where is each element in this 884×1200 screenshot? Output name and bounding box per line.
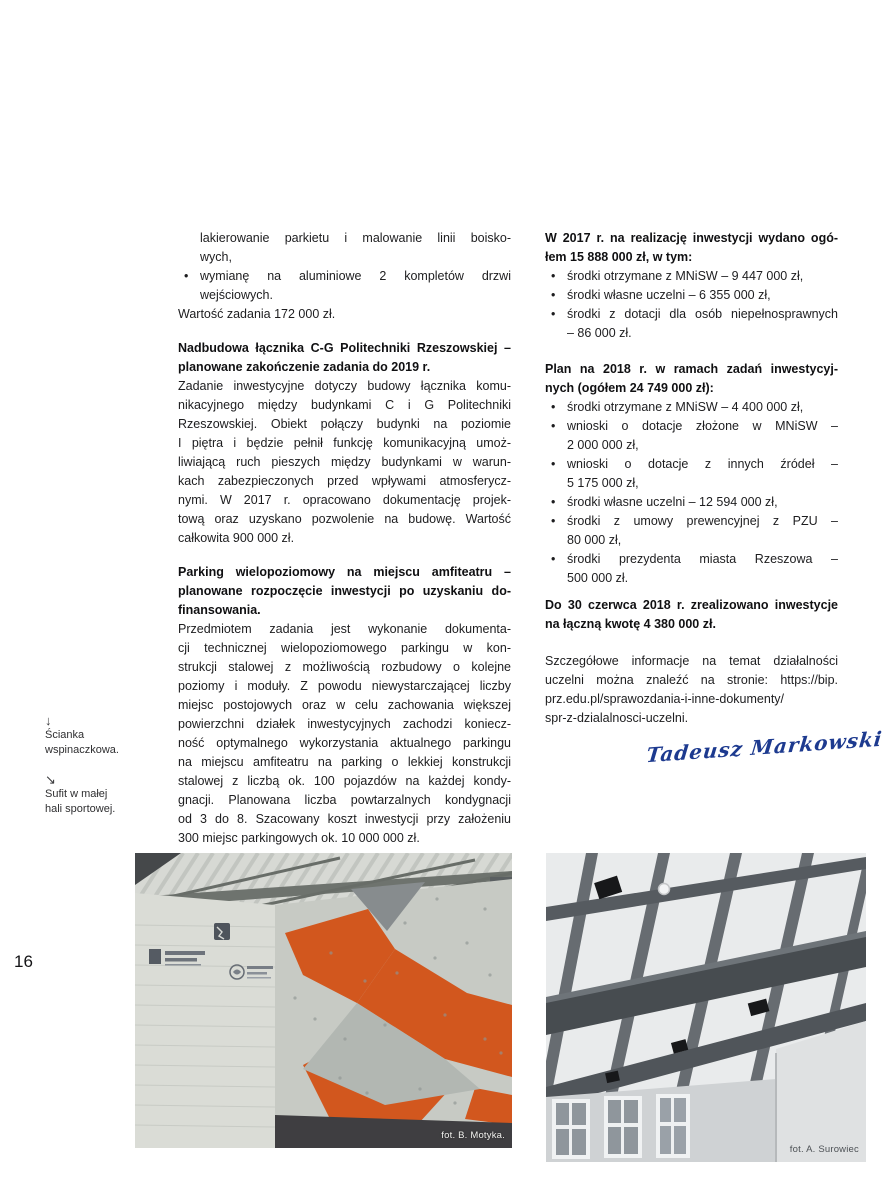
photo1-credit: fot. B. Motyka. bbox=[441, 1130, 505, 1141]
bullet-item-text: wnioski o dotacje złożone w MNiSW – 2 000 000 zł, bbox=[567, 419, 838, 452]
photo2-credit: fot. A. Surowiec bbox=[789, 1144, 859, 1155]
bullet-icon: • bbox=[551, 457, 556, 471]
bullet-item bbox=[178, 267, 511, 305]
photo-hall-ceiling bbox=[546, 853, 866, 1162]
bullet-icon: • bbox=[551, 552, 556, 566]
bullet-item-text: środki prezydenta miasta Rzeszowa – 500 000 zł. bbox=[567, 552, 838, 585]
bullet-item bbox=[545, 550, 838, 588]
bullet-item-text: wymianę na aluminiowe 2 kompletów drzwi wejściowych. bbox=[200, 269, 511, 302]
info-paragraph: Szczegółowe informacje na temat działalności uczelni można znaleźć na stronie: https://bip. prz.edu.pl/sprawozdania-i-inne-dokumenty/ spr-z-dzialalnosci-uczelni. bbox=[545, 654, 838, 725]
task-value-note: Wartość zadania 172 000 zł. bbox=[178, 307, 336, 321]
heading-2017-spending: W 2017 r. na realizację inwestycji wydano ogó- łem 15 888 000 zł, w tym: bbox=[545, 231, 838, 264]
page-number: 16 bbox=[14, 952, 33, 971]
heading-summary-june-2018: Do 30 czerwca 2018 r. zrealizowano inwestycje na łączną kwotę 4 380 000 zł. bbox=[545, 598, 838, 631]
arrow-down-icon: ↓ bbox=[45, 713, 52, 728]
right-text-column bbox=[545, 229, 838, 728]
bullet-item bbox=[545, 493, 838, 512]
bullet-icon: • bbox=[551, 307, 556, 321]
left-wall bbox=[135, 893, 275, 1148]
politechnika-emblem bbox=[214, 923, 230, 940]
rector-signature bbox=[643, 726, 884, 791]
arrow-down-right-icon: ↘ bbox=[45, 772, 56, 787]
bullet-item-text: środki własne uczelni – 6 355 000 zł, bbox=[567, 288, 771, 302]
climbing-panels bbox=[275, 879, 512, 1148]
bullet-item-text: wnioski o dotacje z innych źródeł – 5 175 000 zł, bbox=[567, 457, 838, 490]
climbing-wall-illustration bbox=[135, 853, 512, 1148]
heading-2018-plan: Plan na 2018 r. w ramach zadań inwestycyj- nych (ogółem 24 749 000 zł): bbox=[545, 362, 838, 395]
bullet-item bbox=[545, 512, 838, 550]
bullet-icon: • bbox=[551, 269, 556, 283]
bullet-icon: • bbox=[551, 288, 556, 302]
list-continuation-item bbox=[178, 229, 511, 267]
ceiling-sensor bbox=[659, 884, 670, 895]
photo-margin-notes bbox=[45, 714, 157, 817]
bullet-icon: • bbox=[551, 514, 556, 528]
list-2018-plan bbox=[545, 398, 838, 588]
section-heading-parking: Parking wielopoziomowy na miejscu amfiteatru – planowane rozpoczęcie inwestycji po uzyskaniu do- finansowania. bbox=[178, 565, 511, 617]
bullet-item-text: środki własne uczelni – 12 594 000 zł, bbox=[567, 495, 778, 509]
bullet-item bbox=[545, 417, 838, 455]
bullet-icon: • bbox=[551, 400, 556, 414]
bullet-item-text: środki otrzymane z MNiSW – 4 400 000 zł, bbox=[567, 400, 804, 414]
section-body-parking: Przedmiotem zadania jest wykonanie dokumenta- cji technicznej wielopoziomowego parkingu w kon- strukcji stalowej z możliwością rozbudowy o kolejne poziomy i moduły. Z powodu niewystarczającej liczby miejsc postojowych oraz w celu zachowania większej powierzchni działek inwestycyjnych zachodzi koniecz- ność optymalnego wykorzystania aktualnego parkingu na miejscu amfiteatru na parking o lekkiej konstrukcji stalowej z liczbą ok. 100 pojazdów na każdej kondy- gnacji. Planowana liczba powtarzalnych kondygnacji od 3 do 8. Szacowany koszt inwestycji przy założeniu 300 miejsc parkingowych ok. 10 000 000 zł. bbox=[178, 622, 511, 845]
bullet-icon: • bbox=[551, 495, 556, 509]
bullet-item bbox=[545, 267, 838, 286]
margin-note-climbing-wall bbox=[45, 714, 157, 758]
bullet-item bbox=[545, 455, 838, 493]
bullet-item bbox=[545, 305, 838, 343]
bullet-item-text: środki otrzymane z MNiSW – 9 447 000 zł, bbox=[567, 269, 804, 283]
section-body-nadbudowa: Zadanie inwestycyjne dotyczy budowy łącznika komu- nikacyjnego między budynkami C i G Politechniki Rzeszowskiej. Obiekt połączy budynki na poziomie I piętra i będzie pełnił funkcję komunikacyjną umoż- liwiającą ruch pieszych między budynkami w warun- kach zabezpieczonych przed wpływami atmosferycz- nymi. W 2017 r. opracowano dokumentację projek- tową oraz uzyskano pozwolenie na budowę. Wartość całkowita 900 000 zł. bbox=[178, 379, 511, 545]
section-heading-nadbudowa: Nadbudowa łącznika C-G Politechniki Rzeszowskiej – planowane zakończenie zadania do 2019 r. bbox=[178, 341, 511, 374]
margin-note-text: Sufit w małej hali sportowej. bbox=[45, 788, 116, 815]
photo-climbing-wall bbox=[135, 853, 512, 1148]
margin-note-ceiling bbox=[45, 773, 157, 817]
bullet-item bbox=[545, 286, 838, 305]
margin-note-text: Ścianka wspinaczkowa. bbox=[45, 729, 119, 756]
signature-name: Tadeusz Markowski bbox=[645, 726, 884, 768]
ceiling-illustration bbox=[546, 853, 866, 1162]
bullet-item-text: środki z umowy prewencyjnej z PZU – 80 000 zł, bbox=[567, 514, 838, 547]
list-2017-spending bbox=[545, 267, 838, 343]
bullet-item-text: środki z dotacji dla osób niepełnosprawnych – 86 000 zł. bbox=[567, 307, 838, 340]
bullet-item bbox=[545, 398, 838, 417]
bullet-icon: • bbox=[184, 269, 189, 283]
bullet-icon: • bbox=[551, 419, 556, 433]
list-continuation-text: lakierowanie parkietu i malowanie linii boisko- wych, bbox=[200, 231, 511, 264]
windows bbox=[552, 1094, 690, 1159]
left-text-column bbox=[178, 229, 511, 848]
